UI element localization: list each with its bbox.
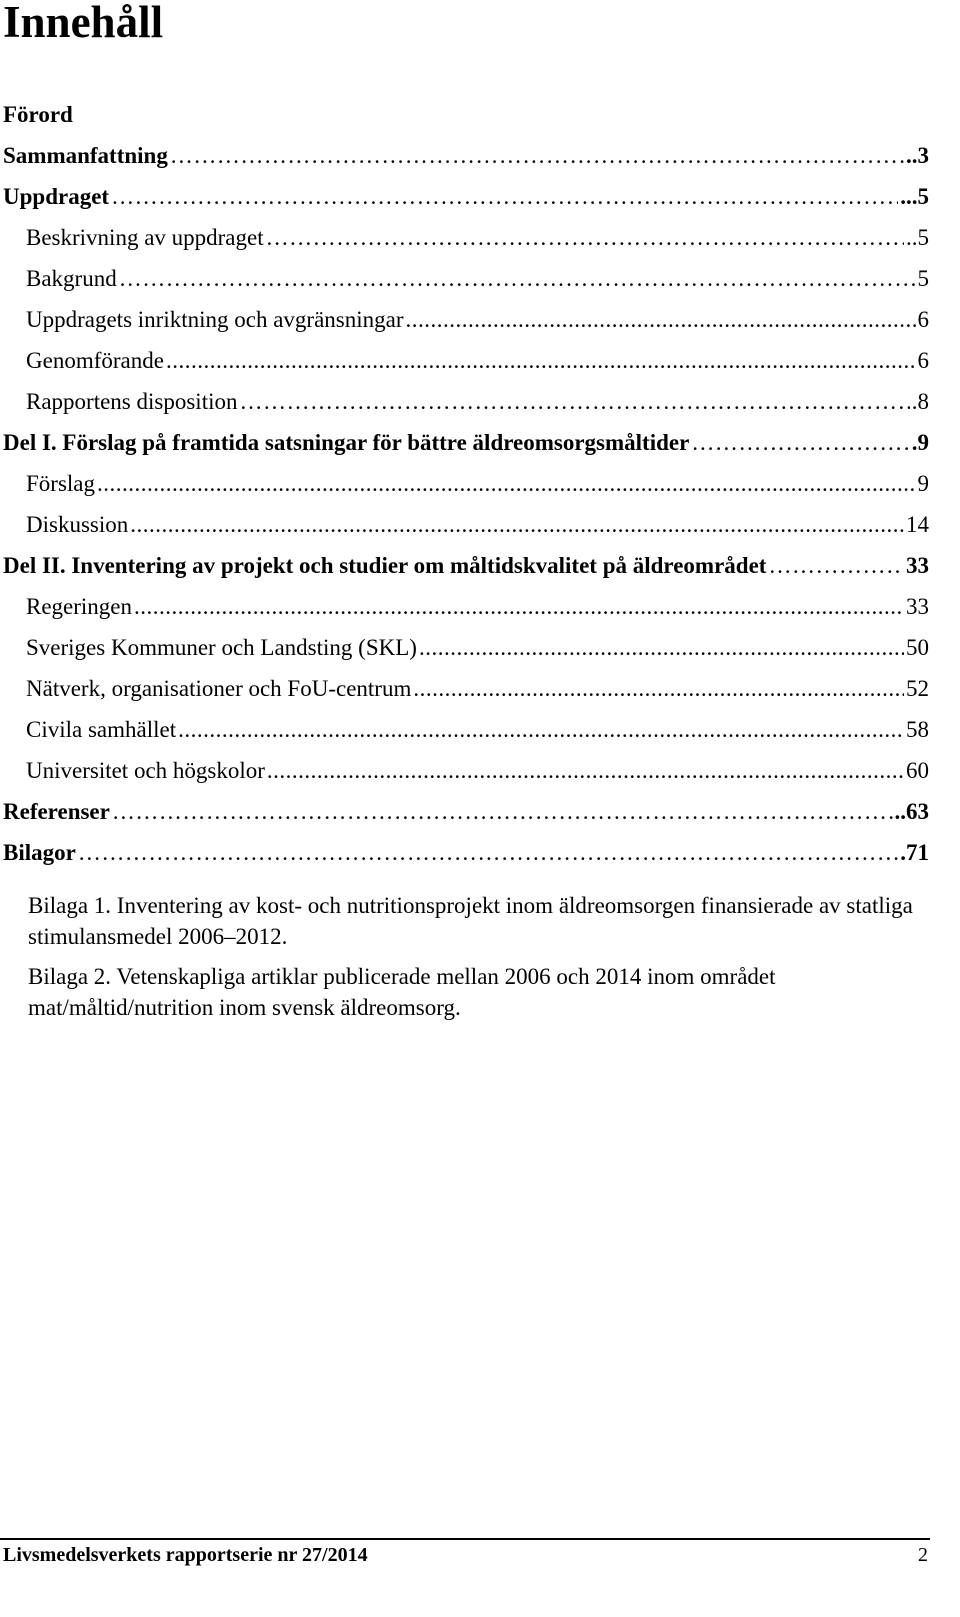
toc-page-number: .9 xyxy=(911,430,929,455)
appendix-1: Bilaga 1. Inventering av kost- och nutritionsprojekt inom äldreomsorgen finansierade av statliga stimulansmedel 2006–2012. xyxy=(28,893,913,949)
toc-leader xyxy=(119,264,916,294)
toc-entry-skl[interactable] xyxy=(26,633,929,663)
toc-page-number: 5 xyxy=(917,266,929,291)
toc-leader xyxy=(166,346,916,376)
toc-page-number: 58 xyxy=(906,717,929,742)
toc-page-number: ..63 xyxy=(894,799,929,824)
toc-entry-label: Nätverk, organisationer och FoU-centrum xyxy=(26,676,412,701)
toc-leader xyxy=(406,305,916,335)
toc-leader xyxy=(78,838,898,868)
toc-entry-label: Uppdragets inriktning och avgränsningar xyxy=(26,307,404,332)
toc-page-number: 6 xyxy=(917,348,929,373)
toc-entry-label: Förord xyxy=(3,102,73,127)
toc-entry-label: Universitet och högskolor xyxy=(26,758,265,783)
toc-entry-del-1[interactable] xyxy=(3,428,929,458)
toc-entry-label: Rapportens disposition xyxy=(26,389,238,414)
toc-leader xyxy=(178,715,904,745)
toc-entry-natverk[interactable] xyxy=(26,674,929,704)
toc-entry-label: Bilagor xyxy=(3,840,76,865)
toc-entry-bakgrund[interactable] xyxy=(26,264,929,294)
toc-leader xyxy=(130,510,904,540)
toc-entry-label: Referenser xyxy=(3,799,110,824)
toc-entry-label: Del I. Förslag på framtida satsningar för bättre äldreomsorgsmåltider xyxy=(3,430,690,455)
toc-page-number: 52 xyxy=(906,676,929,701)
toc-entry-del-2[interactable] xyxy=(3,551,929,581)
toc-entry-label: Uppdraget xyxy=(3,184,110,209)
toc-entry-label: Beskrivning av uppdraget xyxy=(26,225,264,250)
toc-entry-label: Bakgrund xyxy=(26,266,117,291)
toc-entry-label: Del II. Inventering av projekt och studier om måltidskvalitet på äldreområdet xyxy=(3,553,767,578)
toc-entry-bilagor[interactable] xyxy=(3,838,929,868)
toc-entry-label: Regeringen xyxy=(26,594,133,619)
toc-entry-civila[interactable] xyxy=(26,715,929,745)
toc-page-number: ...5 xyxy=(900,184,929,209)
toc-entry-inriktning[interactable] xyxy=(26,305,929,335)
page-title: Innehåll xyxy=(3,0,164,47)
toc-page-number: 14 xyxy=(906,512,929,537)
toc-page-number: ..3 xyxy=(906,143,929,168)
footer-series: Livsmedelsverkets rapportserie nr 27/2014 xyxy=(3,1544,368,1566)
toc-leader xyxy=(112,797,893,827)
toc-entry-disposition[interactable] xyxy=(26,387,929,417)
toc-leader xyxy=(266,223,904,253)
toc-page-number: 33 xyxy=(906,594,929,619)
toc-leader xyxy=(768,551,904,581)
toc-entry-label: Genomförande xyxy=(26,348,164,373)
toc-entry-beskrivning[interactable] xyxy=(26,223,929,253)
toc-entry-universitet[interactable] xyxy=(26,756,929,786)
toc-entry-forord[interactable] xyxy=(3,100,929,130)
toc-entry-label: Sveriges Kommuner och Landsting (SKL) xyxy=(26,635,417,660)
toc-leader xyxy=(111,182,898,212)
toc-leader xyxy=(419,633,904,663)
footer-page-number: 2 xyxy=(918,1544,928,1566)
toc-leader xyxy=(267,756,904,786)
toc-leader xyxy=(413,674,904,704)
toc-entry-sammanfattning[interactable] xyxy=(3,141,929,171)
toc-entry-label: Förslag xyxy=(26,471,95,496)
toc-entry-diskussion[interactable] xyxy=(26,510,929,540)
footer-divider xyxy=(0,1538,930,1540)
toc-page-number: 9 xyxy=(917,471,929,496)
toc-entry-forslag[interactable] xyxy=(26,469,929,499)
toc-entry-referenser[interactable] xyxy=(3,797,929,827)
toc-entry-label: Diskussion xyxy=(26,512,129,537)
toc-page-number: 33 xyxy=(906,553,929,578)
toc-leader xyxy=(134,592,904,622)
appendix-2: Bilaga 2. Vetenskapliga artiklar publicerade mellan 2006 och 2014 inom området mat/måltid/nutrition inom svensk äldreomsorg. xyxy=(28,964,776,1020)
toc-leader xyxy=(170,141,904,171)
toc-entry-uppdraget[interactable] xyxy=(3,182,929,212)
toc-entry-label: Civila samhället xyxy=(26,717,177,742)
toc-entry-label: Sammanfattning xyxy=(3,143,168,168)
toc-page-number: 6 xyxy=(917,307,929,332)
toc-page-number: .8 xyxy=(911,389,929,414)
toc-leader xyxy=(691,428,909,458)
toc-page-number: ..5 xyxy=(906,225,929,250)
toc-page-number: 60 xyxy=(906,758,929,783)
toc-leader xyxy=(97,469,916,499)
toc-page-number: .71 xyxy=(900,840,929,865)
toc-entry-genomforande[interactable] xyxy=(26,346,929,376)
toc-entry-regeringen[interactable] xyxy=(26,592,929,622)
toc-page-number: 50 xyxy=(906,635,929,660)
toc-leader xyxy=(239,387,909,417)
